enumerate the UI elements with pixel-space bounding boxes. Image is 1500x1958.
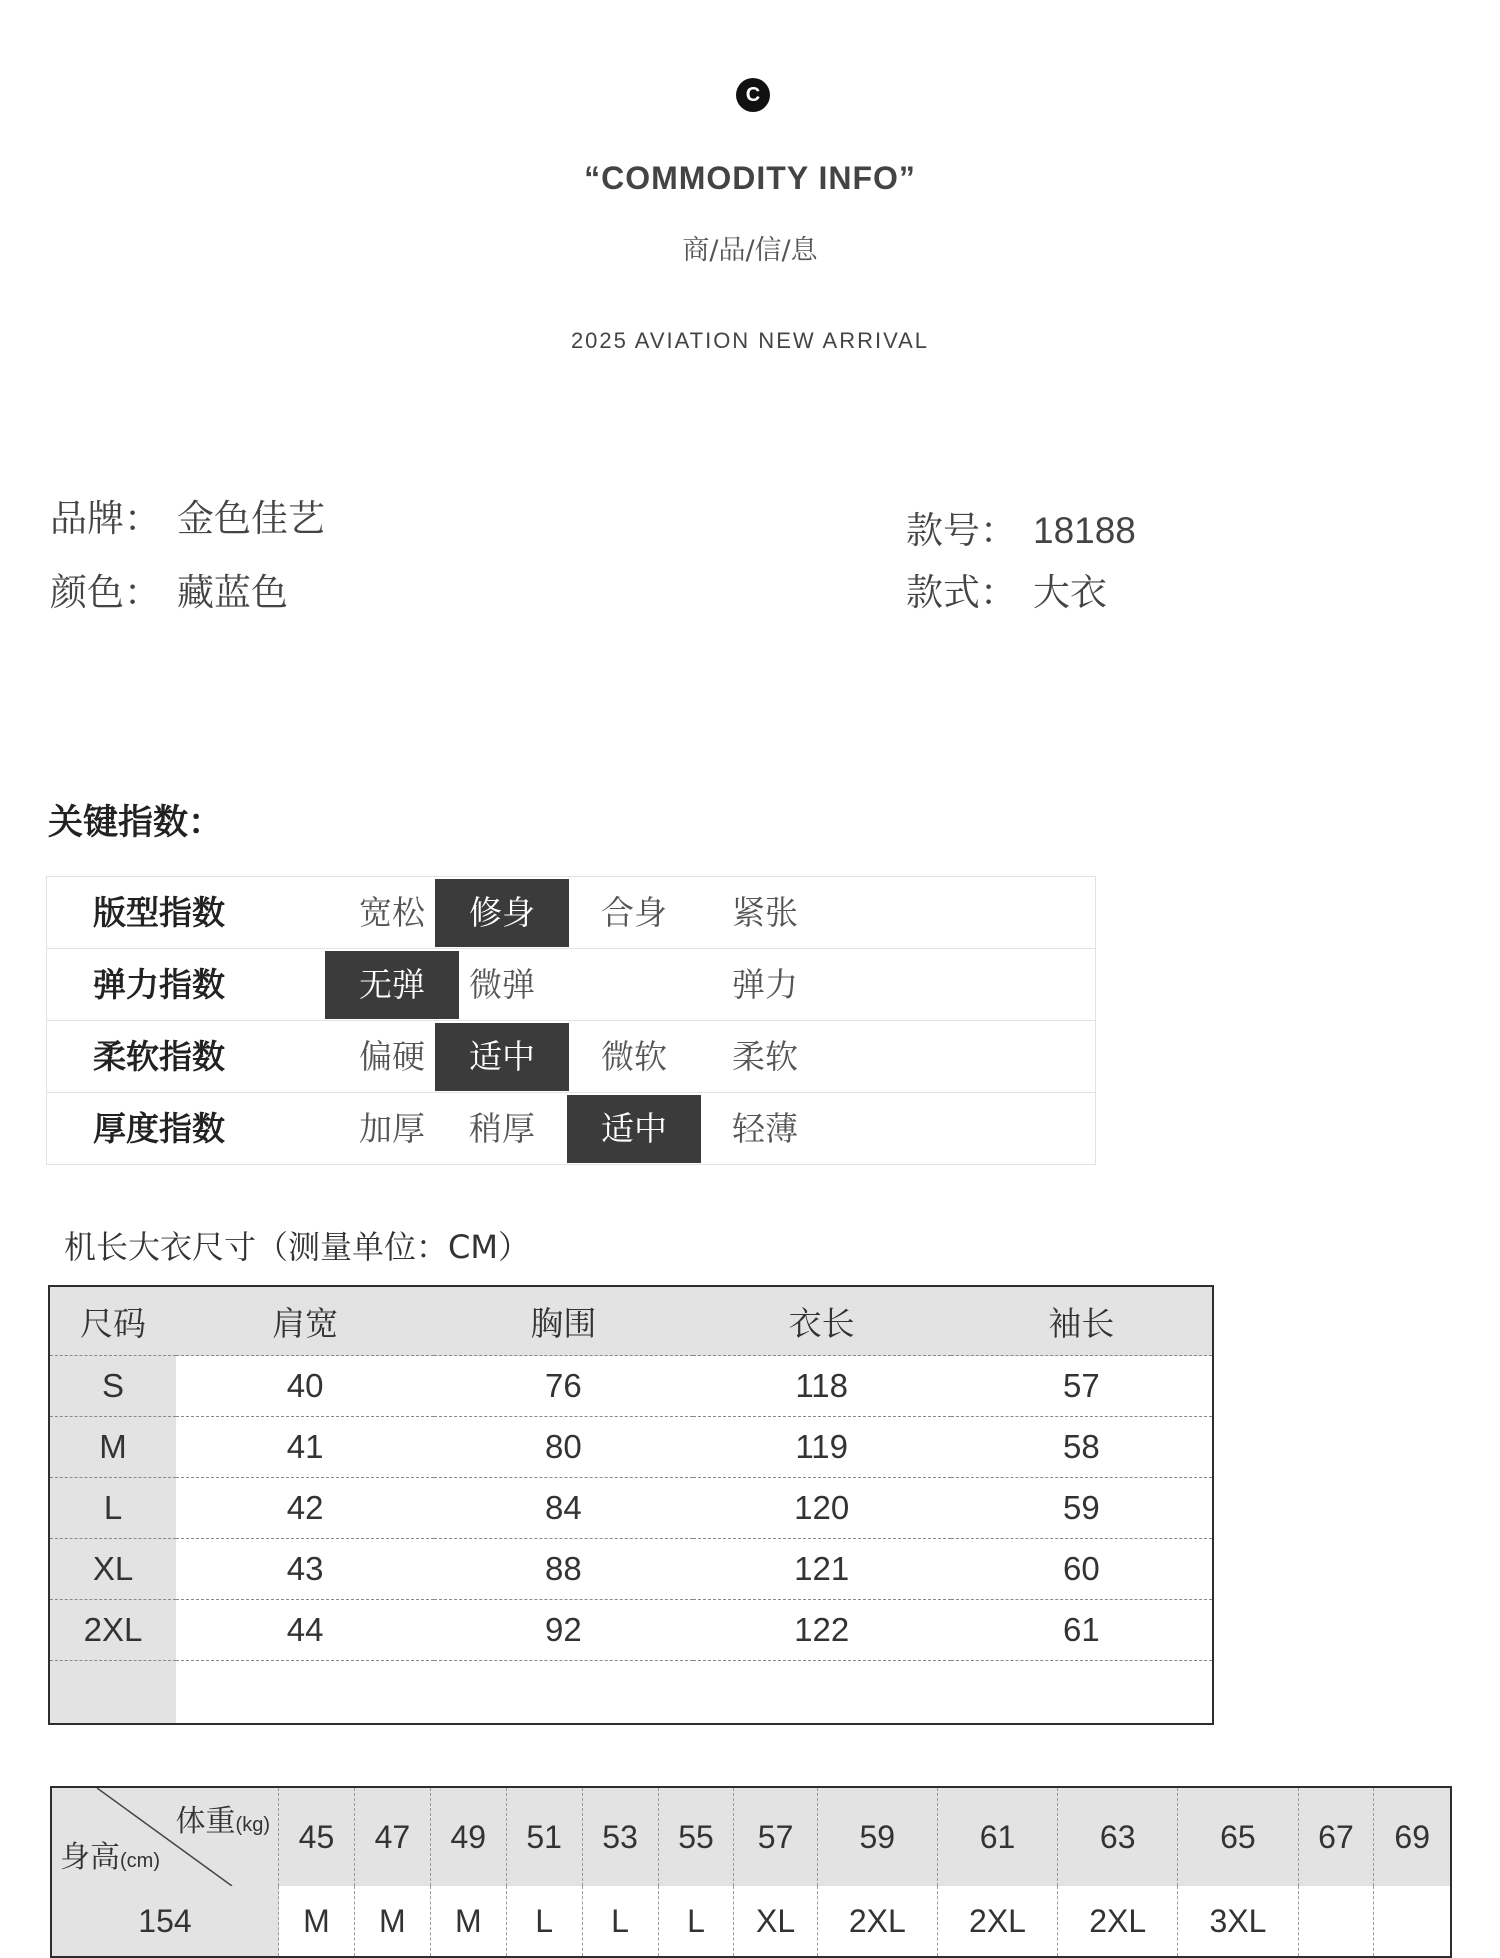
size-row (49, 1539, 1213, 1600)
height-label-text: 身高 (60, 1841, 120, 1874)
size-header-cell: 肩宽 (176, 1286, 434, 1356)
size-table (48, 1285, 1214, 1725)
index-label: 弹力指数 (93, 965, 225, 1004)
weight-header-cell: 69 (1374, 1787, 1451, 1886)
size-value-cell: 84 (434, 1478, 692, 1539)
size-row (49, 1600, 1213, 1661)
weight-header-cell: 51 (506, 1787, 582, 1886)
index-option: 紧张 (732, 893, 798, 932)
color-info (50, 562, 288, 616)
index-option: 微弹 (469, 965, 535, 1004)
style-info (906, 562, 1107, 616)
weight-header-cell: 55 (658, 1787, 734, 1886)
section-heading: “COMMODITY INFO” (584, 160, 916, 196)
size-value-cell: 58 (951, 1417, 1213, 1478)
size-recommendation-cell: L (582, 1886, 658, 1957)
index-row (47, 1021, 1095, 1093)
height-label (60, 1832, 160, 1876)
size-recommendation-cell (1374, 1886, 1451, 1957)
size-recommendation-cell: L (506, 1886, 582, 1957)
weight-header-cell: 47 (354, 1787, 430, 1886)
size-recommendation-cell: M (279, 1886, 355, 1957)
size-header-cell: 袖长 (951, 1286, 1213, 1356)
size-value-cell: 44 (176, 1600, 434, 1661)
section-subheading: 商/品/信/息 (682, 235, 818, 266)
size-row (49, 1417, 1213, 1478)
size-label-cell-empty (49, 1661, 176, 1725)
index-option-selected: 无弹 (325, 951, 459, 1019)
index-option-selected: 适中 (435, 1023, 569, 1091)
size-header-cell: 衣长 (693, 1286, 951, 1356)
style-value: 大衣 (1033, 571, 1107, 614)
index-row (47, 1093, 1095, 1164)
size-value-cell: 42 (176, 1478, 434, 1539)
size-label-cell: M (49, 1417, 176, 1478)
weight-unit: (kg) (235, 1814, 270, 1836)
index-option: 合身 (601, 893, 667, 932)
key-indices-title: 关键指数： (48, 803, 224, 843)
weight-header-cell: 59 (817, 1787, 937, 1886)
size-label-cell: L (49, 1478, 176, 1539)
index-option: 轻薄 (732, 1109, 798, 1148)
color-value: 藏蓝色 (177, 571, 288, 614)
index-option: 微软 (601, 1037, 667, 1076)
weight-header-cell: 57 (734, 1787, 817, 1886)
height-cell: 154 (51, 1886, 279, 1957)
index-option-selected: 适中 (567, 1095, 701, 1163)
size-value-cell: 118 (693, 1356, 951, 1417)
size-label-cell: S (49, 1356, 176, 1417)
size-recommendation-cell: M (430, 1886, 506, 1957)
weight-header-row (51, 1787, 1451, 1886)
size-recommendation-cell: 2XL (937, 1886, 1057, 1957)
weight-header-cell: 61 (937, 1787, 1057, 1886)
key-indices-table (46, 876, 1096, 1165)
index-option: 加厚 (359, 1109, 425, 1148)
style-number-label: 款号： (906, 509, 1017, 552)
size-recommendation-cell (1298, 1886, 1374, 1957)
size-value-cell: 120 (693, 1478, 951, 1539)
index-option-selected: 修身 (435, 879, 569, 947)
weight-header-cell: 49 (430, 1787, 506, 1886)
size-table-header-row (49, 1286, 1213, 1356)
brand-label: 品牌： (50, 497, 161, 540)
index-option: 柔软 (732, 1037, 798, 1076)
index-row (47, 877, 1095, 949)
size-row (49, 1356, 1213, 1417)
style-number-info (906, 500, 1136, 554)
size-value-cell: 122 (693, 1600, 951, 1661)
index-option: 宽松 (359, 893, 425, 932)
size-value-cell-empty (176, 1661, 1213, 1725)
weight-header-cell: 45 (279, 1787, 355, 1886)
size-row (49, 1478, 1213, 1539)
size-value-cell: 92 (434, 1600, 692, 1661)
index-option: 偏硬 (359, 1037, 425, 1076)
weight-height-table (50, 1786, 1452, 1958)
size-header-cell: 胸围 (434, 1286, 692, 1356)
brand-value: 金色佳艺 (177, 497, 325, 540)
size-value-cell: 88 (434, 1539, 692, 1600)
height-unit: (cm) (120, 1850, 160, 1872)
size-header-cell: 尺码 (49, 1286, 176, 1356)
size-value-cell: 121 (693, 1539, 951, 1600)
index-row (47, 949, 1095, 1021)
weight-label-text: 体重 (175, 1805, 236, 1838)
style-number-value: 18188 (1033, 510, 1136, 551)
brand-info (50, 488, 325, 542)
size-value-cell: 43 (176, 1539, 434, 1600)
size-recommendation-cell: 3XL (1178, 1886, 1298, 1957)
index-label: 版型指数 (93, 893, 225, 932)
weight-header-cell: 67 (1298, 1787, 1374, 1886)
size-value-cell: 76 (434, 1356, 692, 1417)
size-value-cell: 41 (176, 1417, 434, 1478)
style-label: 款式： (906, 571, 1017, 614)
size-label-cell: 2XL (49, 1600, 176, 1661)
index-option: 弹力 (732, 965, 798, 1004)
size-value-cell: 60 (951, 1539, 1213, 1600)
size-label-cell: XL (49, 1539, 176, 1600)
size-recommendation-cell: M (354, 1886, 430, 1957)
size-row-empty (49, 1661, 1213, 1725)
size-recommendation-cell: XL (734, 1886, 817, 1957)
color-label: 颜色： (50, 571, 161, 614)
size-value-cell: 57 (951, 1356, 1213, 1417)
weight-header-cell: 63 (1058, 1787, 1178, 1886)
size-recommendation-cell: 2XL (817, 1886, 937, 1957)
collection-tagline: 2025 AVIATION NEW ARRIVAL (570, 328, 930, 353)
size-recommendation-cell: 2XL (1058, 1886, 1178, 1957)
size-value-cell: 59 (951, 1478, 1213, 1539)
index-label: 厚度指数 (93, 1109, 225, 1148)
size-value-cell: 40 (176, 1356, 434, 1417)
size-recommendation-cell: L (658, 1886, 734, 1957)
weight-header-cell: 65 (1178, 1787, 1298, 1886)
size-table-caption: 机长大衣尺寸（测量单位：CM） (64, 1228, 530, 1266)
index-option: 稍厚 (469, 1109, 535, 1148)
diagonal-header-cell (51, 1787, 279, 1886)
weight-header-cell: 53 (582, 1787, 658, 1886)
height-row (51, 1886, 1451, 1957)
size-value-cell: 80 (434, 1417, 692, 1478)
weight-label (176, 1796, 270, 1840)
size-value-cell: 119 (693, 1417, 951, 1478)
index-label: 柔软指数 (93, 1037, 225, 1076)
brand-logo-icon: C (736, 78, 770, 112)
size-value-cell: 61 (951, 1600, 1213, 1661)
index-option (567, 951, 701, 1019)
